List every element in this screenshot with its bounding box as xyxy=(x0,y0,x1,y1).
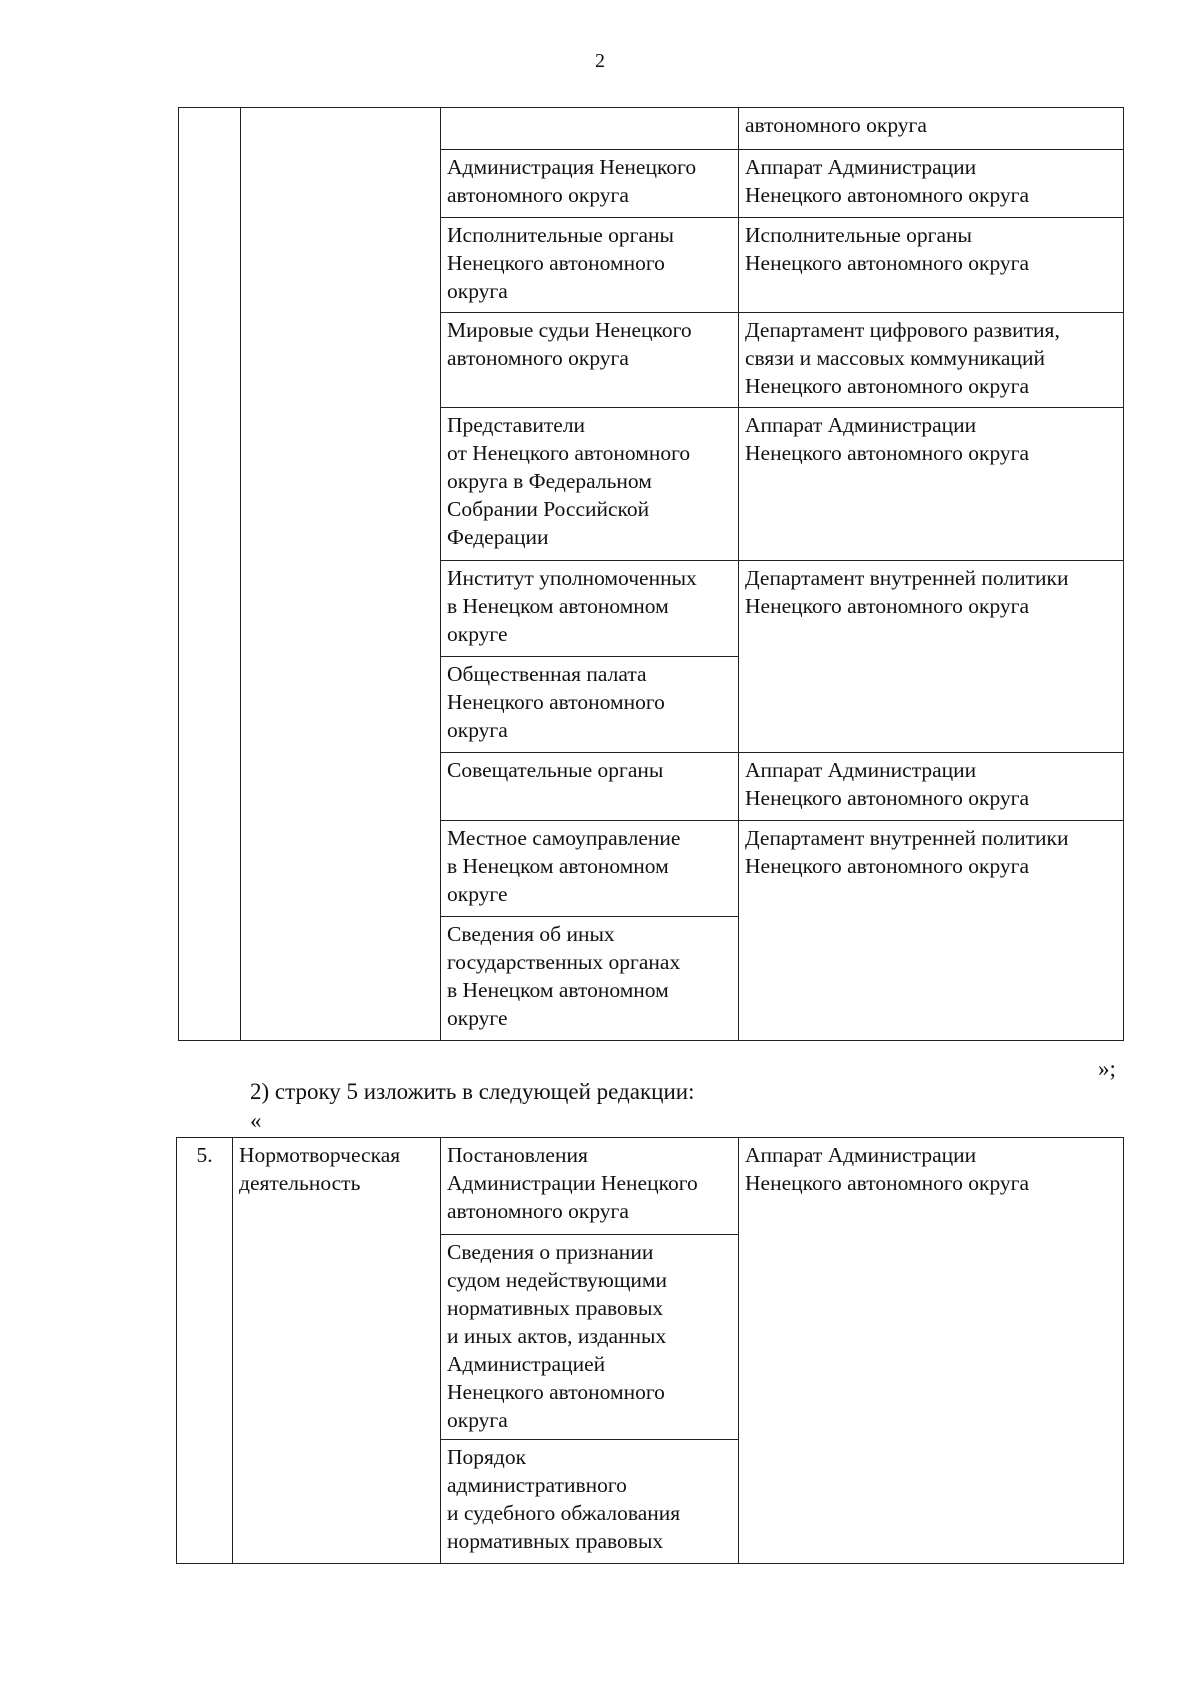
content-cell: Совещательные органы xyxy=(441,753,739,821)
content-cell: Общественная палата Ненецкого автономного округа xyxy=(441,657,739,753)
responsible-cell: Исполнительные органы Ненецкого автономного округа xyxy=(739,218,1124,313)
content-cell: Администрация Ненецкого автономного округа xyxy=(441,150,739,218)
section-name: Нормотворческая деятельность xyxy=(233,1138,441,1564)
content-cell: Мировые судьи Ненецкого автономного округа xyxy=(441,313,739,408)
content-cell xyxy=(441,108,739,150)
content-cell: Исполнительные органы Ненецкого автономного округа xyxy=(441,218,739,313)
responsible-cell: Департамент внутренней политики Ненецкого автономного округа xyxy=(739,561,1124,753)
table-continuation xyxy=(178,107,1124,1041)
responsible-cell: Аппарат Администрации Ненецкого автономного округа xyxy=(739,408,1124,561)
content-cell: Сведения об иных государственных органах в Ненецком автономном округе xyxy=(441,917,739,1041)
content-cell: Порядок административного и судебного обжалования нормативных правовых xyxy=(441,1440,739,1564)
row-number: 5. xyxy=(177,1138,233,1564)
section-cell xyxy=(241,108,441,1041)
content-cell: Институт уполномоченных в Ненецком автономном округе xyxy=(441,561,739,657)
responsible-cell: Аппарат Администрации Ненецкого автономного округа xyxy=(739,150,1124,218)
content-cell: Сведения о признании судом недействующими нормативных правовых и иных актов, изданных Администрацией Ненецкого автономного округа xyxy=(441,1235,739,1440)
responsible-cell: Аппарат Администрации Ненецкого автономного округа xyxy=(739,753,1124,821)
table-row xyxy=(179,108,1124,150)
responsible-cell: Департамент цифрового развития, связи и массовых коммуникаций Ненецкого автономного округа xyxy=(739,313,1124,408)
table-row xyxy=(177,1138,1124,1235)
table-row-5 xyxy=(176,1137,1124,1564)
responsible-cell: Департамент внутренней политики Ненецкого автономного округа xyxy=(739,821,1124,1041)
amendment-instruction: 2) строку 5 изложить в следующей редакции: xyxy=(250,1079,695,1104)
responsible-cell: Аппарат Администрации Ненецкого автономного округа xyxy=(739,1138,1124,1564)
content-cell: Постановления Администрации Ненецкого автономного округа xyxy=(441,1138,739,1235)
closing-quote: »; xyxy=(1098,1056,1116,1081)
opening-quote: « xyxy=(250,1108,262,1133)
page-number: 2 xyxy=(595,50,605,72)
number-cell xyxy=(179,108,241,1041)
content-cell: Местное самоуправление в Ненецком автономном округе xyxy=(441,821,739,917)
content-cell: Представители от Ненецкого автономного округа в Федеральном Собрании Российской Федерации xyxy=(441,408,739,561)
responsible-cell: автономного округа xyxy=(739,108,1124,150)
